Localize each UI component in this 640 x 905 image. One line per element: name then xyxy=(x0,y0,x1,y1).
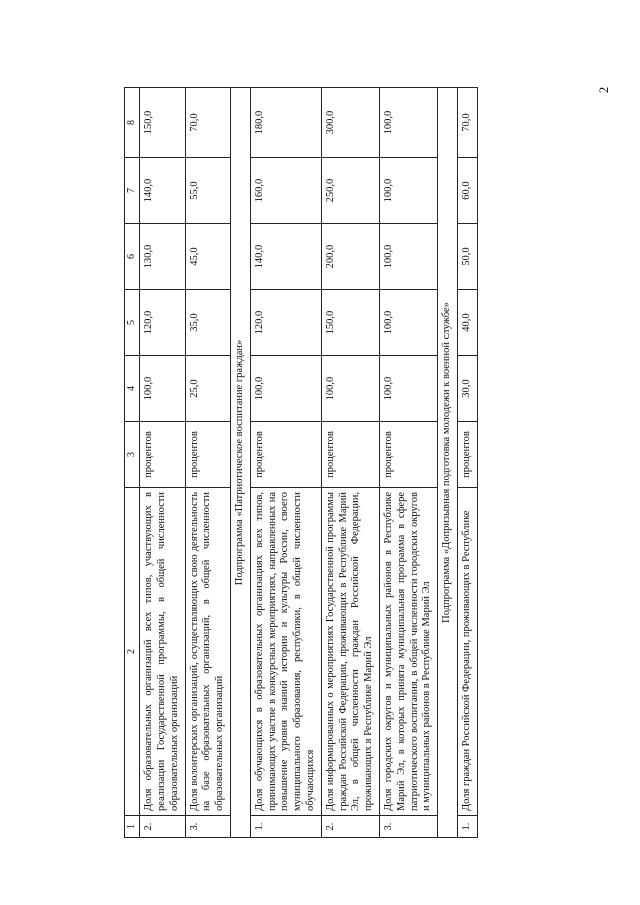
value-cell: 150,0 xyxy=(140,88,185,158)
value-cell: 130,0 xyxy=(140,224,185,290)
indicators-table xyxy=(124,87,478,838)
indicator-description: Доля волонтерских организаций, осуществляющих свою деятельность на базе образовательных организаций, в общей численности образовательных организаций xyxy=(185,488,230,816)
header-cell-3: 3 xyxy=(125,422,140,488)
header-cell-1: 1 xyxy=(125,816,140,838)
table-row xyxy=(457,88,477,838)
header-cell-8: 8 xyxy=(125,88,140,158)
indicator-description: Доля образовательных организаций всех типов, участвующих в реализации Государственной программы, в общей численности образовательных организаций xyxy=(140,488,185,816)
value-cell: 100,0 xyxy=(250,356,321,422)
unit-cell: процентов xyxy=(250,422,321,488)
value-cell: 250,0 xyxy=(321,158,379,224)
value-cell: 40,0 xyxy=(457,290,477,356)
indicator-description: Доля граждан Российской Федерации, проживающих в Республике xyxy=(457,488,477,816)
subprogram-row xyxy=(230,88,250,838)
row-number: 1. xyxy=(250,816,321,838)
unit-cell: процентов xyxy=(379,422,437,488)
header-cell-6: 6 xyxy=(125,224,140,290)
value-cell: 180,0 xyxy=(250,88,321,158)
unit-cell: процентов xyxy=(140,422,185,488)
value-cell: 120,0 xyxy=(250,290,321,356)
value-cell: 200,0 xyxy=(321,224,379,290)
subprogram-row xyxy=(438,88,458,838)
subprogram-title: Подпрограмма «Патриотическое воспитание граждан» xyxy=(230,88,250,838)
table-body xyxy=(125,88,478,838)
row-number: 1. xyxy=(457,816,477,838)
value-cell: 300,0 xyxy=(321,88,379,158)
value-cell: 100,0 xyxy=(379,158,437,224)
value-cell: 50,0 xyxy=(457,224,477,290)
value-cell: 150,0 xyxy=(321,290,379,356)
value-cell: 70,0 xyxy=(185,88,230,158)
table-row xyxy=(250,88,321,838)
value-cell: 140,0 xyxy=(250,224,321,290)
header-cell-5: 5 xyxy=(125,290,140,356)
value-cell: 160,0 xyxy=(250,158,321,224)
row-number: 3. xyxy=(379,816,437,838)
value-cell: 55,0 xyxy=(185,158,230,224)
value-cell: 35,0 xyxy=(185,290,230,356)
row-number: 2. xyxy=(140,816,185,838)
unit-cell: процентов xyxy=(185,422,230,488)
row-number: 3. xyxy=(185,816,230,838)
header-cell-4: 4 xyxy=(125,356,140,422)
header-cell-7: 7 xyxy=(125,158,140,224)
value-cell: 100,0 xyxy=(140,356,185,422)
value-cell: 30,0 xyxy=(457,356,477,422)
unit-cell: процентов xyxy=(321,422,379,488)
value-cell: 100,0 xyxy=(379,290,437,356)
value-cell: 120,0 xyxy=(140,290,185,356)
rotated-page xyxy=(124,88,624,838)
indicator-description: Доля обучающихся в образовательных организациях всех типов, принимающих участие в конкурсных мероприятиях, направленных на повышение уровня знаний истории и культуры России, своего муниципального образования, республики, в общей численности обучающихся xyxy=(250,488,321,816)
table-row xyxy=(321,88,379,838)
subprogram-title: Подпрограмма «Допризывная подготовка молодежи к военной службе» xyxy=(438,88,458,838)
unit-cell: процентов xyxy=(457,422,477,488)
table-row xyxy=(140,88,185,838)
table-row xyxy=(379,88,437,838)
indicator-description: Доля информированных о мероприятиях Государственной программы граждан Российской Федерации, проживающих в Республике Марий Эл, в общей численности граждан Российской Федерации, проживающих в Республике Марий Эл xyxy=(321,488,379,816)
value-cell: 100,0 xyxy=(379,224,437,290)
indicator-description: Доля городских округов и муниципальных районов в Республике Марий Эл, в которых принята муниципальная программа в сфере патриотического воспитания, в общей численности городских округов и муниципальных районов в Республике Марий Эл xyxy=(379,488,437,816)
value-cell: 60,0 xyxy=(457,158,477,224)
table-row xyxy=(185,88,230,838)
value-cell: 45,0 xyxy=(185,224,230,290)
value-cell: 100,0 xyxy=(379,88,437,158)
value-cell: 140,0 xyxy=(140,158,185,224)
page-number: 2 xyxy=(596,86,611,94)
value-cell: 100,0 xyxy=(379,356,437,422)
header-row xyxy=(125,88,140,838)
value-cell: 70,0 xyxy=(457,88,477,158)
value-cell: 25,0 xyxy=(185,356,230,422)
value-cell: 100,0 xyxy=(321,356,379,422)
row-number: 2. xyxy=(321,816,379,838)
header-cell-2: 2 xyxy=(125,488,140,816)
